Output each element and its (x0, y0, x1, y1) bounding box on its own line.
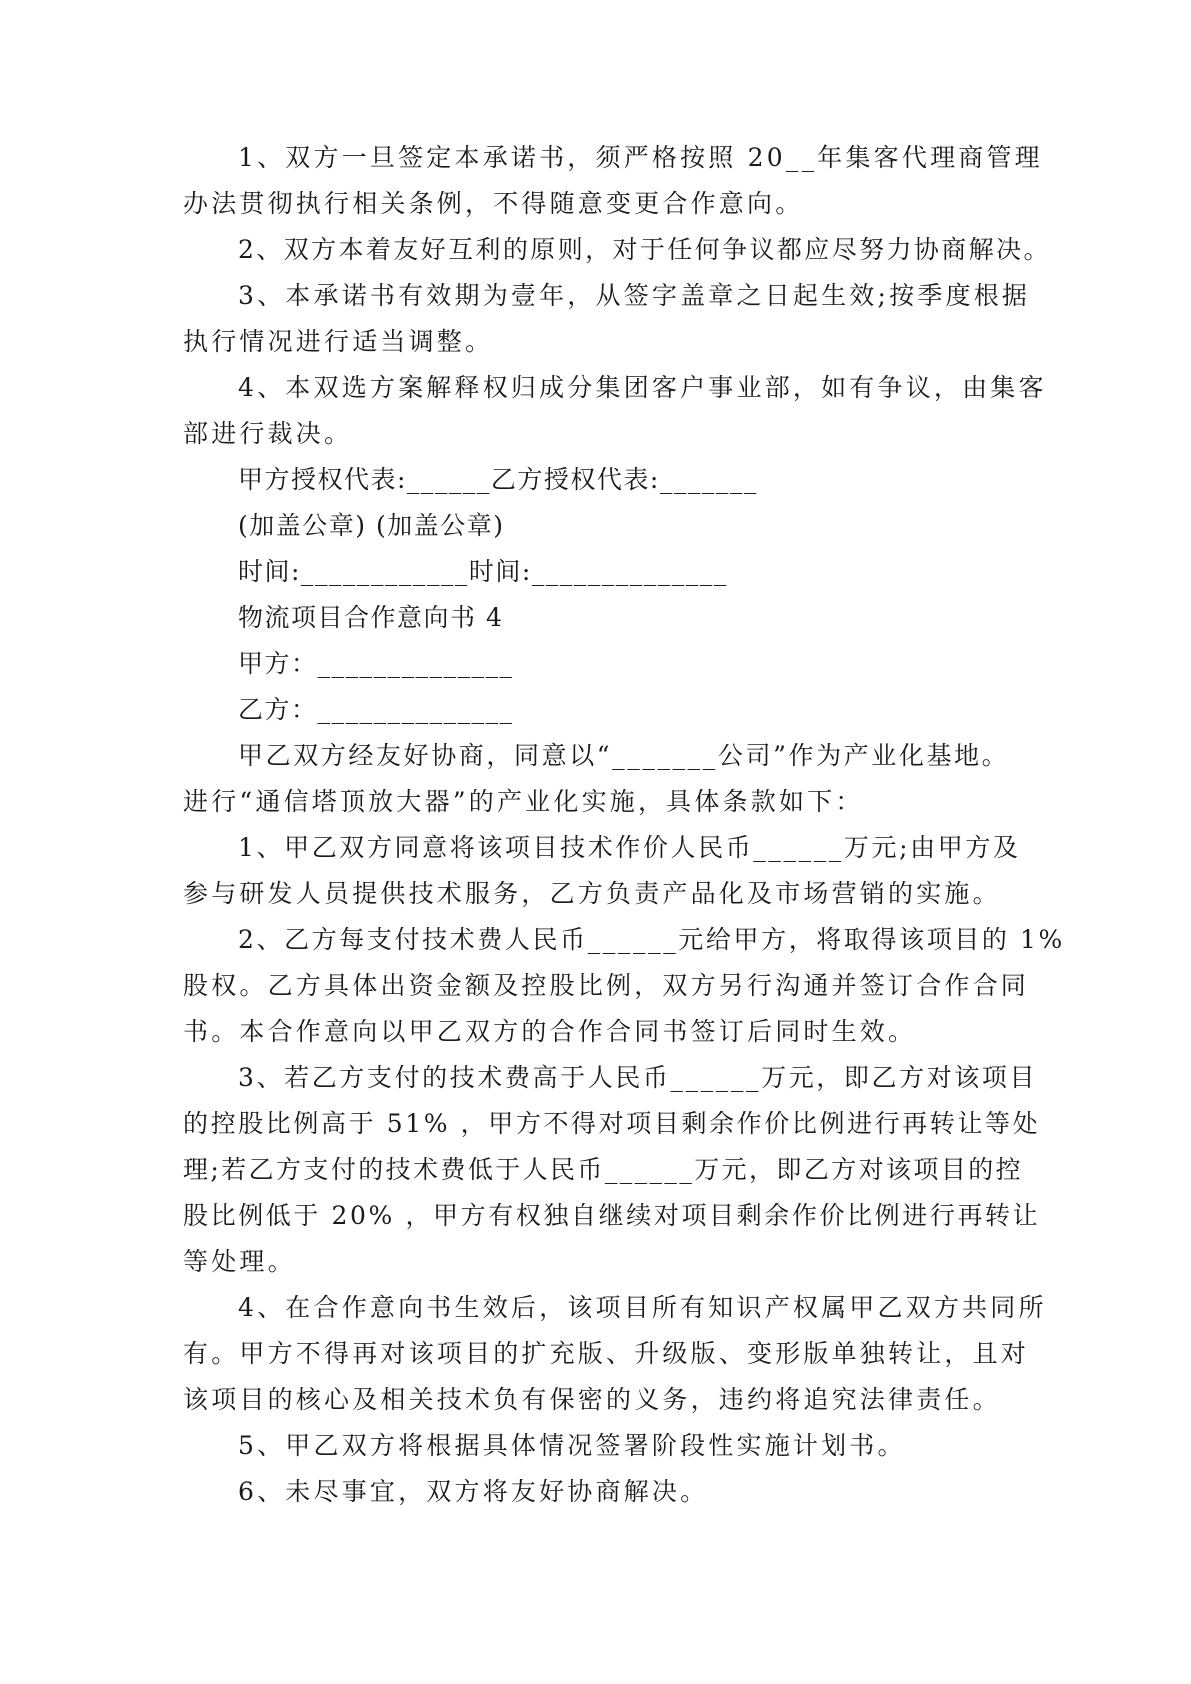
text-line: 2、乙方每支付技术费人民币______元给甲方，将取得该项目的 1% (238, 925, 1065, 954)
text-line: 该项目的核心及相关技术负有保密的义务，违约将追究法律责任。 (183, 1385, 1001, 1414)
party-b-line: 乙方：______________ (238, 695, 514, 724)
date-line: 时间:____________时间:______________ (238, 557, 728, 586)
signature-line: 甲方授权代表:______乙方授权代表:_______ (238, 465, 758, 494)
text-line: 理;若乙方支付的技术费低于人民币______万元，即乙方对该项目的控 (183, 1155, 1024, 1184)
document-body (183, 135, 1065, 1515)
text-line: 股权。乙方具体出资金额及控股比例，双方另行沟通并签订合作合同 (183, 971, 1030, 1000)
seal-line: (加盖公章) (加盖公章) (238, 511, 505, 540)
text-line: 股比例低于 20% ，甲方有权独自继续对项目剩余作价比例进行再转让 (183, 1201, 1041, 1230)
text-line: 5、甲乙双方将根据具体情况签署阶段性实施计划书。 (238, 1431, 906, 1460)
text-line: 办法贯彻执行相关条例，不得随意变更合作意向。 (183, 189, 804, 218)
text-line: 有。甲方不得再对该项目的扩充版、升级版、变形版单独转让，且对 (183, 1339, 1030, 1368)
party-a-line: 甲方：______________ (238, 649, 514, 678)
text-line: 6、未尽事宜，双方将友好协商解决。 (238, 1477, 709, 1506)
text-line: 的控股比例高于 51% ，甲方不得对项目剩余作价比例进行再转让等处 (183, 1109, 1041, 1138)
text-line: 1、双方一旦签定本承诺书，须严格按照 20__年集客代理商管理 (238, 143, 1043, 172)
text-line: 甲乙双方经友好协商，同意以“_______公司”作为产业化基地。 (238, 741, 1010, 770)
section-title: 物流项目合作意向书 4 (238, 603, 504, 632)
text-line: 3、本承诺书有效期为壹年，从签字盖章之日起生效;按季度根据 (238, 281, 1031, 310)
text-line: 2、双方本着友好互利的原则，对于任何争议都应尽努力协商解决。 (238, 235, 1051, 264)
text-line: 4、本双选方案解释权归成分集团客户事业部，如有争议，由集客 (238, 373, 1047, 402)
text-line: 进行“通信塔顶放大器”的产业化实施，具体条款如下： (183, 787, 864, 816)
text-line: 书。本合作意向以甲乙双方的合作合同书签订后同时生效。 (183, 1017, 917, 1046)
text-line: 1、甲乙双方同意将该项目技术作价人民币______万元;由甲方及 (238, 833, 1021, 862)
text-line: 参与研发人员提供技术服务，乙方负责产品化及市场营销的实施。 (183, 879, 1001, 908)
text-line: 部进行裁决。 (183, 419, 353, 448)
text-line: 执行情况进行适当调整。 (183, 327, 494, 356)
text-line: 3、若乙方支付的技术费高于人民币______万元，即乙方对该项目 (238, 1063, 1038, 1092)
text-line: 等处理。 (183, 1247, 296, 1276)
text-line: 4、在合作意向书生效后，该项目所有知识产权属甲乙双方共同所 (238, 1293, 1047, 1322)
